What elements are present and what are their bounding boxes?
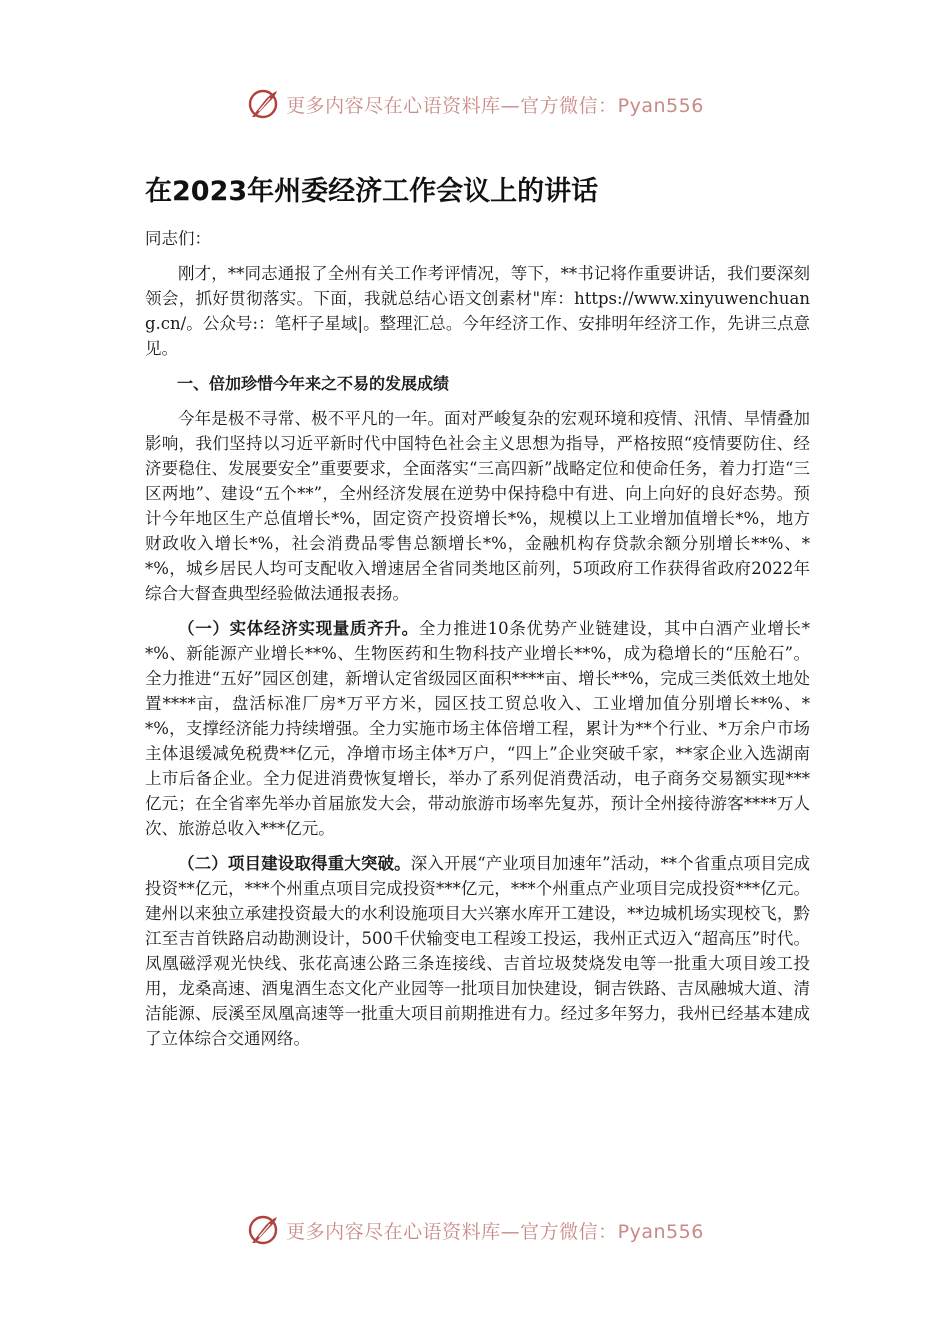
- greeting: 同志们：: [145, 229, 211, 248]
- header-banner: [0, 84, 950, 124]
- document-title: 在2023年州委经济工作会议上的讲话: [145, 176, 599, 207]
- document-body: [145, 172, 810, 1061]
- quill-logo-icon: [246, 1213, 280, 1247]
- footer-banner-text: 更多内容尽在心语资料库—官方微信：Pyan556: [286, 1220, 704, 1243]
- footer-banner: [0, 1210, 950, 1250]
- section-1-heading: 一、倍加珍惜今年来之不易的发展成绩: [177, 374, 450, 393]
- subsection-2-body: 深入开展“产业项目加速年”活动，**个省重点项目完成投资**亿元，***个州重点项目完成投资***亿元，***个州重点产业项目完成投资***亿元。建州以来独立承建投资最大的水利设施项目大兴寨水库开工建设，**边城机场实现校飞，黔江至吉首铁路启动勘测设计，500千伏输变电工程竣工投运，我州正式迈入“超高压”时代。凤凰磁浮观光快线、张花高速公路三条连接线、吉首垃圾焚烧发电等一批重大项目竣工投用，龙桑高速、酒鬼酒生态文化产业园等一批项目加快建设，铜吉铁路、吉凤融城大道、清洁能源、辰溪至凤凰高速等一批重大项目前期推进有力。经过多年努力，我州已经基本建成了立体综合交通网络。: [145, 854, 811, 1048]
- section-1-paragraph: 今年是极不寻常、极不平凡的一年。面对严峻复杂的宏观环境和疫情、汛情、旱情叠加影响，我们坚持以习近平新时代中国特色社会主义思想为指导，严格按照“疫情要防住、经济要稳住、发展要安全”重要要求，全面落实“三高四新”战略定位和使命任务，着力打造“三区两地”、建设“五个**”，全州经济发展在逆势中保持稳中有进、向上向好的良好态势。预计今年地区生产总值增长*%，固定资产投资增长*%，规模以上工业增加值增长*%，地方财政收入增长*%，社会消费品零售总额增长*%，金融机构存贷款余额分别增长**%、**%，城乡居民人均可支配收入增速居全省同类地区前列，5项政府工作获得省政府2022年综合大督查典型经验做法通报表扬。: [145, 409, 810, 603]
- subsection-1-lead: （一）实体经济实现量质齐升。: [178, 619, 419, 638]
- intro-paragraph: 刚才，**同志通报了全州有关工作考评情况，等下，**书记将作重要讲话，我们要深刻领会，抓好贯彻落实。下面，我就总结心语文创素材"库：https://www.xinyuwenchuang.cn/。公众号:：笔杆子星域|。整理汇总。今年经济工作、安排明年经济工作，先讲三点意见。: [145, 264, 810, 358]
- quill-logo-icon: [246, 87, 280, 121]
- subsection-1-body: 全力推进10条优势产业链建设，其中白酒产业增长**%、新能源产业增长**%、生物医药和生物科技产业增长**%，成为稳增长的“压舱石”。全力推进“五好”园区创建，新增认定省级园区面积****亩、增长**%，完成三类低效土地处置****亩，盘活标准厂房*万平方米，园区技工贸总收入、工业增加值分别增长**%、**%，支撑经济能力持续增强。全力实施市场主体倍增工程，累计为**个行业、*万余户市场主体退缓减免税费**亿元，净增市场主体*万户，“四上”企业突破千家，**家企业入选湖南上市后备企业。全力促进消费恢复增长，举办了系列促消费活动，电子商务交易额实现***亿元；在全省率先举办首届旅发大会，带动旅游市场率先复苏，预计全州接待游客****万人次、旅游总收入***亿元。: [145, 619, 811, 838]
- subsection-2-lead: （二）项目建设取得重大突破。: [178, 854, 411, 873]
- subsection-1-paragraph: [145, 616, 810, 841]
- subsection-2-paragraph: [145, 851, 810, 1051]
- header-banner-text: 更多内容尽在心语资料库—官方微信：Pyan556: [286, 94, 704, 117]
